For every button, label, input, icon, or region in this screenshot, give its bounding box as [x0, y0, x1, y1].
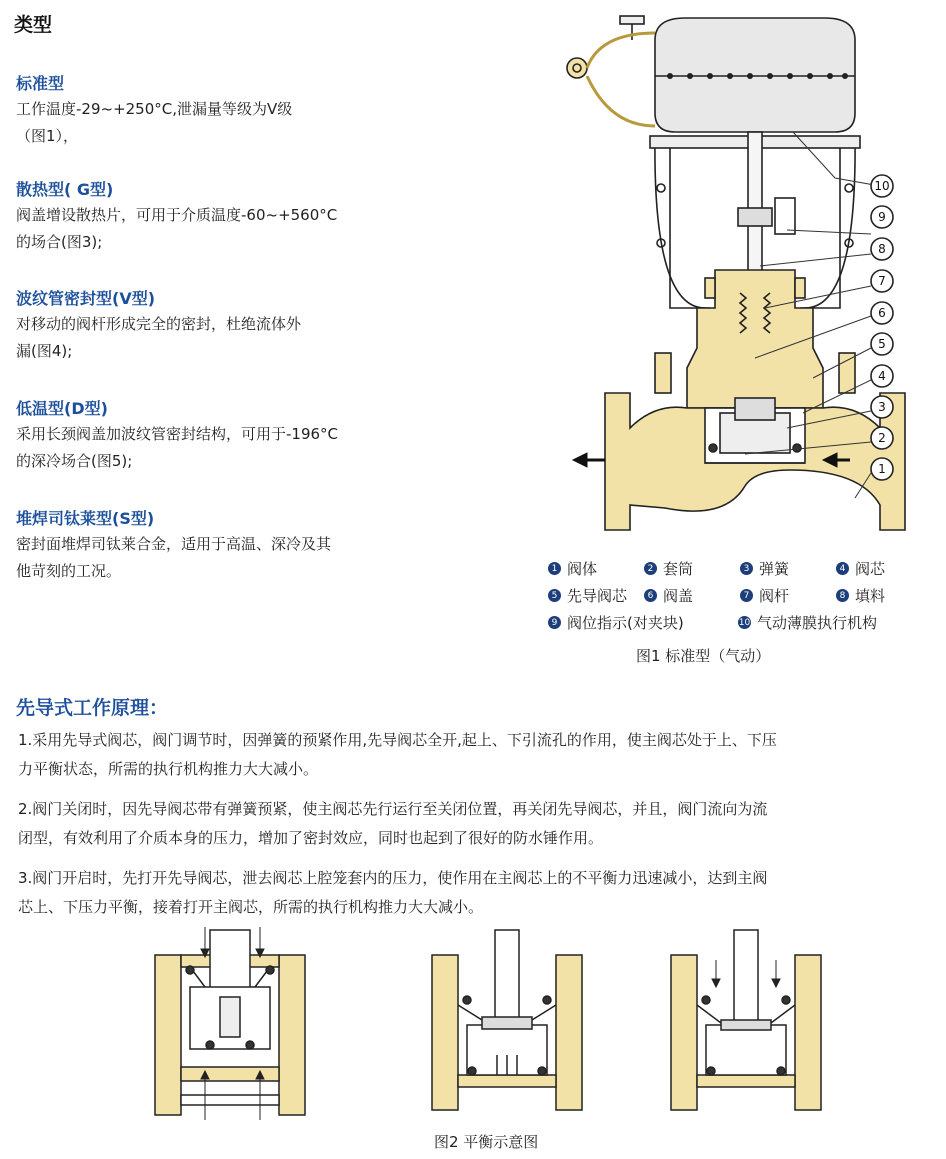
- legend-label: 气动薄膜执行机构: [757, 614, 878, 632]
- legend-number: 7: [740, 589, 753, 602]
- paragraph-line: 3.阀门开启时，先打开先导阀芯，泄去阀芯上腔笼套内的压力，使作用在主阀芯上的不平衡力迅速减小，达到主阀: [18, 869, 768, 887]
- callout-label-1: 1: [878, 462, 886, 476]
- legend-item: [738, 612, 877, 633]
- legend-number: 9: [548, 616, 561, 629]
- type-name: 散热型( G型): [16, 180, 114, 199]
- legend-item: [740, 558, 822, 579]
- paragraph-line: 1.采用先导式阀芯，阀门调节时，因弹簧的预紧作用,先导阀芯全开,起上、下引流孔的作用，使主阀芯处于上、下压: [18, 731, 777, 749]
- type-desc-line: （图1），: [16, 127, 79, 145]
- principle-paragraph: [18, 726, 918, 784]
- legend-label: 填料: [855, 587, 886, 605]
- legend-number: 4: [836, 562, 849, 575]
- legend-label: 先导阀芯: [567, 587, 628, 605]
- type-name: 堆焊司钛莱型(S型): [16, 509, 155, 528]
- legend-label: 阀位指示(对夹块): [567, 614, 684, 632]
- legend-item: [548, 612, 724, 633]
- paragraph-line: 力平衡状态，所需的执行机构推力大大减小。: [18, 760, 319, 778]
- type-desc-line: 阀盖增设散热片，可用于介质温度-60~+560°C: [16, 206, 338, 224]
- legend-row: [548, 609, 938, 636]
- legend-label: 阀杆: [759, 587, 790, 605]
- principle-heading: 先导式工作原理：: [16, 697, 169, 719]
- type-desc-line: 对移动的阀杆形成完全的密封，杜绝流体外: [16, 315, 302, 333]
- parts-legend: [548, 555, 938, 636]
- type-stellite: [16, 507, 396, 585]
- paragraph-line: 2.阀门关闭时，因先导阀芯带有弹簧预紧，使主阀芯先行运行至关闭位置，再关闭先导阀芯，并且，阀门流向为流: [18, 800, 768, 818]
- callout-label-9: 9: [878, 210, 886, 224]
- figure1-caption: 图1 标准型（气动）: [636, 647, 771, 665]
- callout-label-10: 10: [874, 179, 890, 193]
- page-title: 类型: [14, 14, 53, 36]
- legend-label: 阀盖: [663, 587, 694, 605]
- type-heat-sink: [16, 178, 396, 256]
- legend-label: 套筒: [663, 560, 694, 578]
- legend-label: 阀芯: [855, 560, 886, 578]
- callout-label-3: 3: [878, 400, 886, 414]
- figure2-caption: 图2 平衡示意图: [434, 1133, 539, 1151]
- legend-item: [548, 585, 630, 606]
- legend-number: 2: [644, 562, 657, 575]
- paragraph-line: 闭型，有效利用了介质本身的压力，增加了密封效应，同时也起到了很好的防水锤作用。: [18, 829, 604, 847]
- type-low-temp: [16, 397, 396, 475]
- type-desc-line: 工作温度-29~+250°C,泄漏量等级为Ⅴ级: [16, 100, 293, 118]
- balance-diagram-left: [150, 925, 310, 1125]
- type-name: 标准型: [16, 74, 65, 93]
- balance-diagram-right: [666, 925, 826, 1115]
- legend-number: 10: [738, 617, 751, 628]
- callout-label-8: 8: [878, 242, 886, 256]
- principle-paragraph: [18, 864, 918, 922]
- legend-number: 8: [836, 589, 849, 602]
- type-desc-line: 漏(图4);: [16, 342, 73, 360]
- callout-label-6: 6: [878, 306, 886, 320]
- type-bellows: [16, 287, 396, 365]
- type-standard: [16, 72, 396, 150]
- type-desc-line: 的场合(图3);: [16, 233, 103, 251]
- legend-item: [644, 585, 726, 606]
- legend-number: 1: [548, 562, 561, 575]
- balance-diagram-middle: [427, 925, 587, 1115]
- callout-label-2: 2: [878, 431, 886, 445]
- type-desc-line: 的深冷场合(图5);: [16, 452, 133, 470]
- callout-label-4: 4: [878, 369, 886, 383]
- type-desc-line: 采用长颈阀盖加波纹管密封结构，可用于-196°C: [16, 425, 339, 443]
- legend-label: 弹簧: [759, 560, 790, 578]
- legend-item: [548, 558, 630, 579]
- callout-label-5: 5: [878, 337, 886, 351]
- legend-row: [548, 582, 938, 609]
- valve-drawing: [555, 8, 935, 543]
- legend-item: [836, 558, 885, 579]
- legend-item: [740, 585, 822, 606]
- principle-paragraph: [18, 795, 918, 853]
- legend-item: [836, 585, 885, 606]
- legend-number: 3: [740, 562, 753, 575]
- legend-number: 5: [548, 589, 561, 602]
- legend-item: [644, 558, 726, 579]
- legend-row: [548, 555, 938, 582]
- legend-number: 6: [644, 589, 657, 602]
- type-name: 低温型(D型): [16, 399, 108, 418]
- paragraph-line: 芯上、下压力平衡，接着打开主阀芯，所需的执行机构推力大大减小。: [18, 898, 484, 916]
- type-desc-line: 密封面堆焊司钛莱合金，适用于高温、深冷及其: [16, 535, 332, 553]
- type-desc-line: 他苛刻的工况。: [16, 562, 122, 580]
- type-name: 波纹管密封型(V型): [16, 289, 156, 308]
- callout-label-7: 7: [878, 274, 886, 288]
- legend-label: 阀体: [567, 560, 598, 578]
